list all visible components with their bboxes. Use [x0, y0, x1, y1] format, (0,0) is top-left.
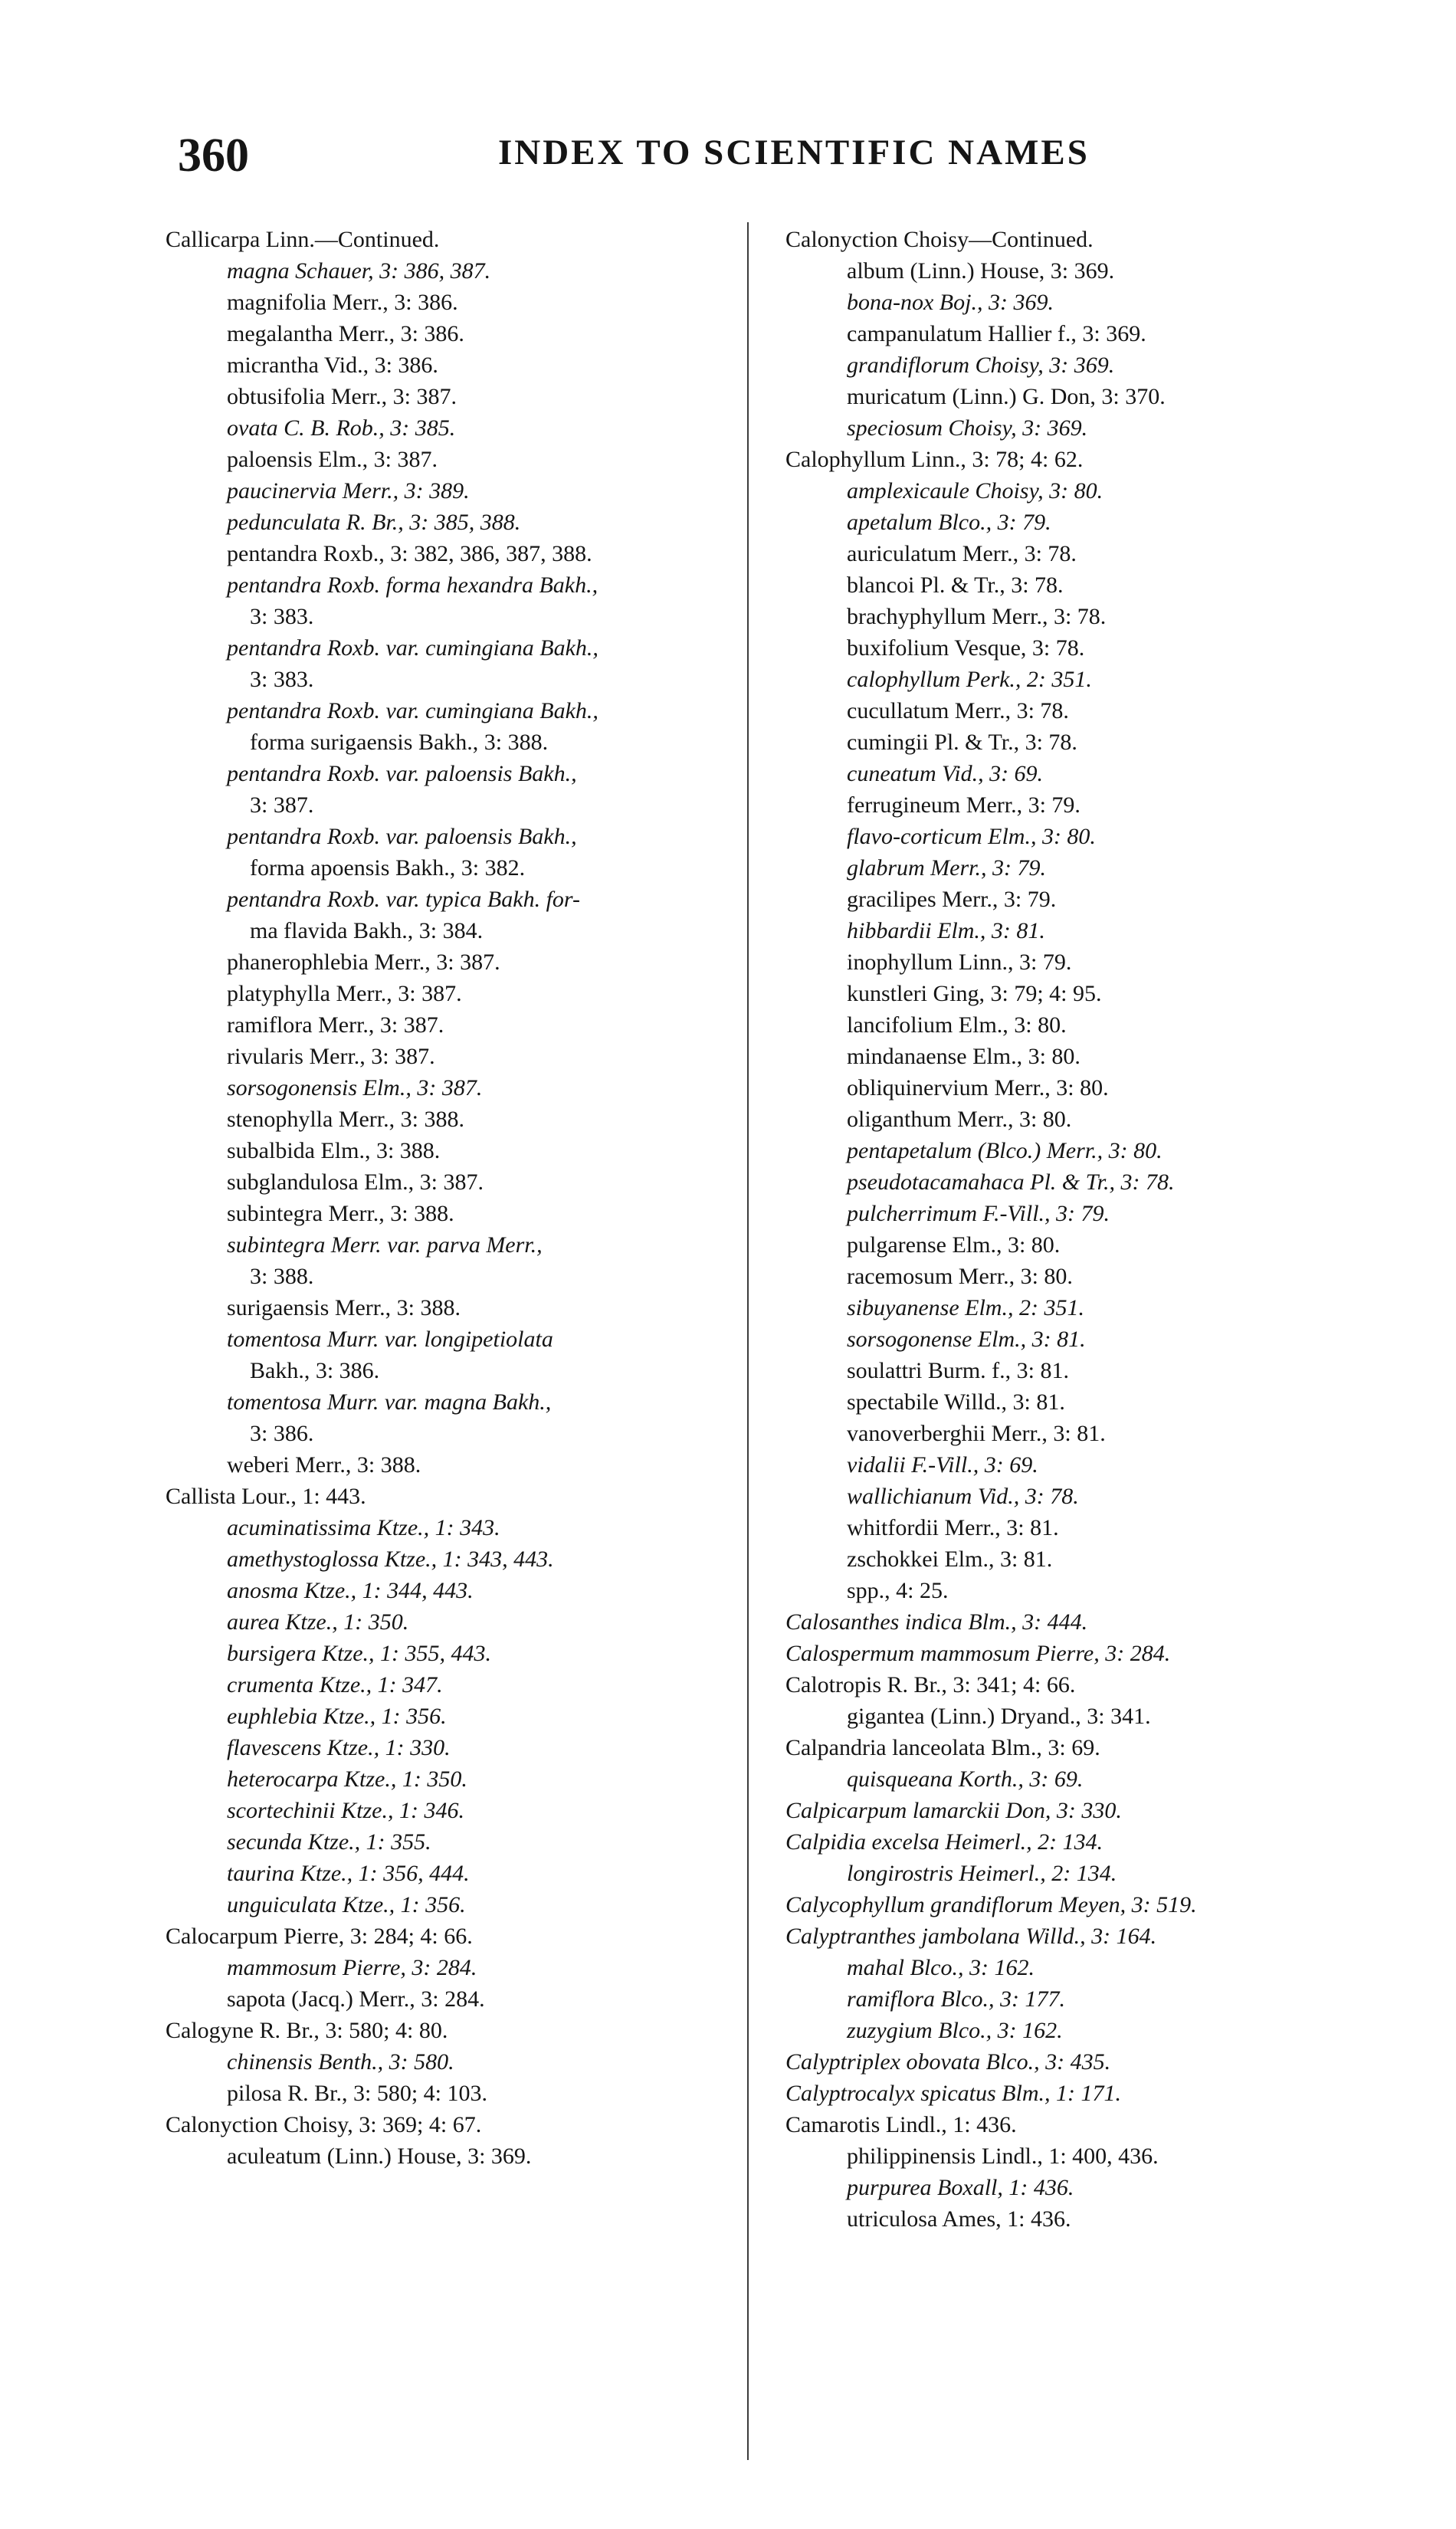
- index-entry-species: glabrum Merr., 3: 79.: [847, 855, 1046, 881]
- index-entry-species: magnifolia Merr., 3: 386.: [227, 290, 458, 315]
- index-entry-species: lancifolium Elm., 3: 80.: [847, 1012, 1067, 1038]
- index-entry-species: subglandulosa Elm., 3: 387.: [227, 1169, 484, 1195]
- index-entry-species: pentandra Roxb. var. cumingiana Bakh.,: [227, 698, 598, 723]
- index-entry-species: sibuyanense Elm., 2: 351.: [847, 1295, 1084, 1320]
- index-entry-species: muricatum (Linn.) G. Don, 3: 370.: [847, 384, 1166, 409]
- index-entry-species: chinensis Benth., 3: 580.: [227, 2049, 454, 2075]
- index-entry-species: 3: 387.: [250, 792, 314, 818]
- index-entry-genus: Calospermum mammosum Pierre, 3: 284.: [785, 1641, 1171, 1666]
- index-entry-species: calophyllum Perk., 2: 351.: [847, 667, 1092, 692]
- index-entry-genus: Calotropis R. Br., 3: 341; 4: 66.: [785, 1672, 1076, 1697]
- index-entry-species: amethystoglossa Ktze., 1: 343, 443.: [227, 1547, 554, 1572]
- index-entry-genus: Camarotis Lindl., 1: 436.: [785, 2112, 1017, 2137]
- index-entry-species: flavo-corticum Elm., 3: 80.: [847, 824, 1096, 849]
- index-entry-species: zschokkei Elm., 3: 81.: [847, 1547, 1053, 1572]
- index-entry-genus: Calyptrocalyx spicatus Blm., 1: 171.: [785, 2081, 1121, 2106]
- index-entry-species: magna Schauer, 3: 386, 387.: [227, 258, 491, 284]
- index-entry-species: racemosum Merr., 3: 80.: [847, 1264, 1073, 1289]
- index-entry-species: mahal Blco., 3: 162.: [847, 1955, 1035, 1980]
- index-entry-genus: Calophyllum Linn., 3: 78; 4: 62.: [785, 447, 1084, 472]
- index-entry-species: quisqueana Korth., 3: 69.: [847, 1766, 1084, 1792]
- index-entry-species: bursigera Ktze., 1: 355, 443.: [227, 1641, 491, 1666]
- index-entry-species: aculeatum (Linn.) House, 3: 369.: [227, 2144, 532, 2169]
- index-entry-species: unguiculata Ktze., 1: 356.: [227, 1892, 466, 1917]
- index-entry-species: bona-nox Boj., 3: 369.: [847, 290, 1054, 315]
- index-entry-species: grandiflorum Choisy, 3: 369.: [847, 353, 1115, 378]
- index-entry-species: subalbida Elm., 3: 388.: [227, 1138, 441, 1163]
- index-entry-species: speciosum Choisy, 3: 369.: [847, 415, 1088, 441]
- index-entry-genus: Calocarpum Pierre, 3: 284; 4: 66.: [166, 1924, 473, 1949]
- index-entry-species: sapota (Jacq.) Merr., 3: 284.: [227, 1986, 485, 2012]
- index-entry-species: pentandra Roxb. var. typica Bakh. for-: [227, 887, 580, 912]
- index-entry-species: anosma Ktze., 1: 344, 443.: [227, 1578, 474, 1603]
- index-entry-species: megalantha Merr., 3: 386.: [227, 321, 464, 346]
- index-entry-species: buxifolium Vesque, 3: 78.: [847, 635, 1085, 661]
- index-entry-species: paloensis Elm., 3: 387.: [227, 447, 438, 472]
- index-entry-species: euphlebia Ktze., 1: 356.: [227, 1704, 447, 1729]
- index-entry-species: spectabile Willd., 3: 81.: [847, 1389, 1065, 1415]
- index-entry-species: obtusifolia Merr., 3: 387.: [227, 384, 457, 409]
- index-entry-species: album (Linn.) House, 3: 369.: [847, 258, 1115, 284]
- index-entry-species: 3: 388.: [250, 1264, 314, 1289]
- index-entry-genus: Calycophyllum grandiflorum Meyen, 3: 519.: [785, 1892, 1197, 1917]
- index-entry-species: pentandra Roxb. var. cumingiana Bakh.,: [227, 635, 598, 661]
- index-entry-species: oliganthum Merr., 3: 80.: [847, 1107, 1072, 1132]
- index-entry-genus: Calogyne R. Br., 3: 580; 4: 80.: [166, 2018, 448, 2043]
- index-column-right: [785, 224, 1383, 2235]
- index-entry-species: platyphylla Merr., 3: 387.: [227, 981, 462, 1006]
- index-entry-genus: Callista Lour., 1: 443.: [166, 1484, 366, 1509]
- index-entry-species: utriculosa Ames, 1: 436.: [847, 2206, 1071, 2232]
- index-entry-species: micrantha Vid., 3: 386.: [227, 353, 438, 378]
- index-entry-genus: Calyptriplex obovata Blco., 3: 435.: [785, 2049, 1111, 2075]
- index-entry-species: surigaensis Merr., 3: 388.: [227, 1295, 461, 1320]
- page-number: 360: [178, 130, 249, 182]
- index-entry-species: paucinervia Merr., 3: 389.: [227, 478, 470, 504]
- index-entry-species: heterocarpa Ktze., 1: 350.: [227, 1766, 467, 1792]
- index-entry-species: scortechinii Ktze., 1: 346.: [227, 1798, 464, 1823]
- index-entry-species: ramiflora Merr., 3: 387.: [227, 1012, 444, 1038]
- index-entry-species: ovata C. B. Rob., 3: 385.: [227, 415, 456, 441]
- index-entry-species: subintegra Merr., 3: 388.: [227, 1201, 454, 1226]
- index-entry-species: pentandra Roxb., 3: 382, 386, 387, 388.: [227, 541, 592, 566]
- index-entry-species: pentandra Roxb. forma hexandra Bakh.,: [227, 572, 598, 598]
- index-entry-species: vidalii F.-Vill., 3: 69.: [847, 1452, 1038, 1478]
- index-entry-species: apetalum Blco., 3: 79.: [847, 510, 1051, 535]
- index-entry-species: cucullatum Merr., 3: 78.: [847, 698, 1069, 723]
- index-entry-species: vanoverberghii Merr., 3: 81.: [847, 1421, 1106, 1446]
- index-entry-species: 3: 386.: [250, 1421, 314, 1446]
- index-entry-species: subintegra Merr. var. parva Merr.,: [227, 1232, 543, 1258]
- index-entry-species: flavescens Ktze., 1: 330.: [227, 1735, 451, 1760]
- index-entry-species: pseudotacamahaca Pl. & Tr., 3: 78.: [847, 1169, 1175, 1195]
- index-column-left: [166, 224, 736, 2172]
- index-entry-species: zuzygium Blco., 3: 162.: [847, 2018, 1063, 2043]
- index-entry-species: pentandra Roxb. var. paloensis Bakh.,: [227, 761, 577, 786]
- index-entry-species: obliquinervium Merr., 3: 80.: [847, 1075, 1109, 1100]
- index-entry-species: pulcherrimum F.-Vill., 3: 79.: [847, 1201, 1110, 1226]
- index-entry-species: acuminatissima Ktze., 1: 343.: [227, 1515, 500, 1540]
- index-entry-species: kunstleri Ging, 3: 79; 4: 95.: [847, 981, 1102, 1006]
- index-entry-species: philippinensis Lindl., 1: 400, 436.: [847, 2144, 1159, 2169]
- index-entry-species: mammosum Pierre, 3: 284.: [227, 1955, 477, 1980]
- index-entry-species: tomentosa Murr. var. magna Bakh.,: [227, 1389, 552, 1415]
- index-entry-species: pilosa R. Br., 3: 580; 4: 103.: [227, 2081, 488, 2106]
- index-entry-species: pentapetalum (Blco.) Merr., 3: 80.: [847, 1138, 1163, 1163]
- index-entry-genus: Calyptranthes jambolana Willd., 3: 164.: [785, 1924, 1157, 1949]
- index-entry-species: sorsogonensis Elm., 3: 387.: [227, 1075, 483, 1100]
- index-entry-species: whitfordii Merr., 3: 81.: [847, 1515, 1059, 1540]
- index-entry-species: pentandra Roxb. var. paloensis Bakh.,: [227, 824, 577, 849]
- index-entry-species: hibbardii Elm., 3: 81.: [847, 918, 1045, 943]
- index-entry-species: purpurea Boxall, 1: 436.: [847, 2175, 1074, 2200]
- index-entry-species: longirostris Heimerl., 2: 134.: [847, 1861, 1117, 1886]
- index-entry-species: 3: 383.: [250, 604, 314, 629]
- index-entry-species: weberi Merr., 3: 388.: [227, 1452, 421, 1478]
- index-entry-species: inophyllum Linn., 3: 79.: [847, 950, 1072, 975]
- index-entry-species: ramiflora Blco., 3: 177.: [847, 1986, 1065, 2012]
- index-entry-species: sorsogonense Elm., 3: 81.: [847, 1327, 1086, 1352]
- index-entry-species: soulattri Burm. f., 3: 81.: [847, 1358, 1069, 1383]
- index-entry-species: aurea Ktze., 1: 350.: [227, 1609, 409, 1635]
- index-entry-genus: Calpandria lanceolata Blm., 3: 69.: [785, 1735, 1100, 1760]
- index-entry-species: forma apoensis Bakh., 3: 382.: [250, 855, 526, 881]
- index-entry-species: blancoi Pl. & Tr., 3: 78.: [847, 572, 1064, 598]
- index-entry-species: auriculatum Merr., 3: 78.: [847, 541, 1077, 566]
- index-entry-species: campanulatum Hallier f., 3: 369.: [847, 321, 1146, 346]
- index-entry-genus: Callicarpa Linn.—Continued.: [166, 227, 440, 252]
- index-entry-species: pulgarense Elm., 3: 80.: [847, 1232, 1061, 1258]
- index-entry-species: taurina Ktze., 1: 356, 444.: [227, 1861, 470, 1886]
- index-entry-species: stenophylla Merr., 3: 388.: [227, 1107, 464, 1132]
- index-entry-species: wallichianum Vid., 3: 78.: [847, 1484, 1079, 1509]
- index-entry-species: secunda Ktze., 1: 355.: [227, 1829, 431, 1855]
- index-entry-species: crumenta Ktze., 1: 347.: [227, 1672, 443, 1697]
- index-entry-species: rivularis Merr., 3: 387.: [227, 1044, 435, 1069]
- index-entry-species: 3: 383.: [250, 667, 314, 692]
- column-divider: [747, 222, 749, 2460]
- index-entry-species: cuneatum Vid., 3: 69.: [847, 761, 1044, 786]
- index-entry-species: gracilipes Merr., 3: 79.: [847, 887, 1057, 912]
- index-entry-species: Bakh., 3: 386.: [250, 1358, 380, 1383]
- index-entry-species: phanerophlebia Merr., 3: 387.: [227, 950, 500, 975]
- index-entry-genus: Calonyction Choisy, 3: 369; 4: 67.: [166, 2112, 482, 2137]
- index-entry-species: forma surigaensis Bakh., 3: 388.: [250, 730, 549, 755]
- index-entry-genus: Calpidia excelsa Heimerl., 2: 134.: [785, 1829, 1103, 1855]
- index-entry-genus: Calosanthes indica Blm., 3: 444.: [785, 1609, 1088, 1635]
- index-entry-species: brachyphyllum Merr., 3: 78.: [847, 604, 1107, 629]
- index-entry-species: ma flavida Bakh., 3: 384.: [250, 918, 484, 943]
- index-entry-genus: Calpicarpum lamarckii Don, 3: 330.: [785, 1798, 1122, 1823]
- index-entry-species: ferrugineum Merr., 3: 79.: [847, 792, 1081, 818]
- index-entry-species: spp., 4: 25.: [847, 1578, 949, 1603]
- index-entry-species: mindanaense Elm., 3: 80.: [847, 1044, 1081, 1069]
- index-entry-genus: Calonyction Choisy—Continued.: [785, 227, 1094, 252]
- index-entry-species: amplexicaule Choisy, 3: 80.: [847, 478, 1103, 504]
- index-entry-species: tomentosa Murr. var. longipetiolata: [227, 1327, 553, 1352]
- page-title: INDEX TO SCIENTIFIC NAMES: [498, 133, 1090, 172]
- index-entry-species: cumingii Pl. & Tr., 3: 78.: [847, 730, 1077, 755]
- index-entry-species: gigantea (Linn.) Dryand., 3: 341.: [847, 1704, 1151, 1729]
- index-entry-species: pedunculata R. Br., 3: 385, 388.: [227, 510, 521, 535]
